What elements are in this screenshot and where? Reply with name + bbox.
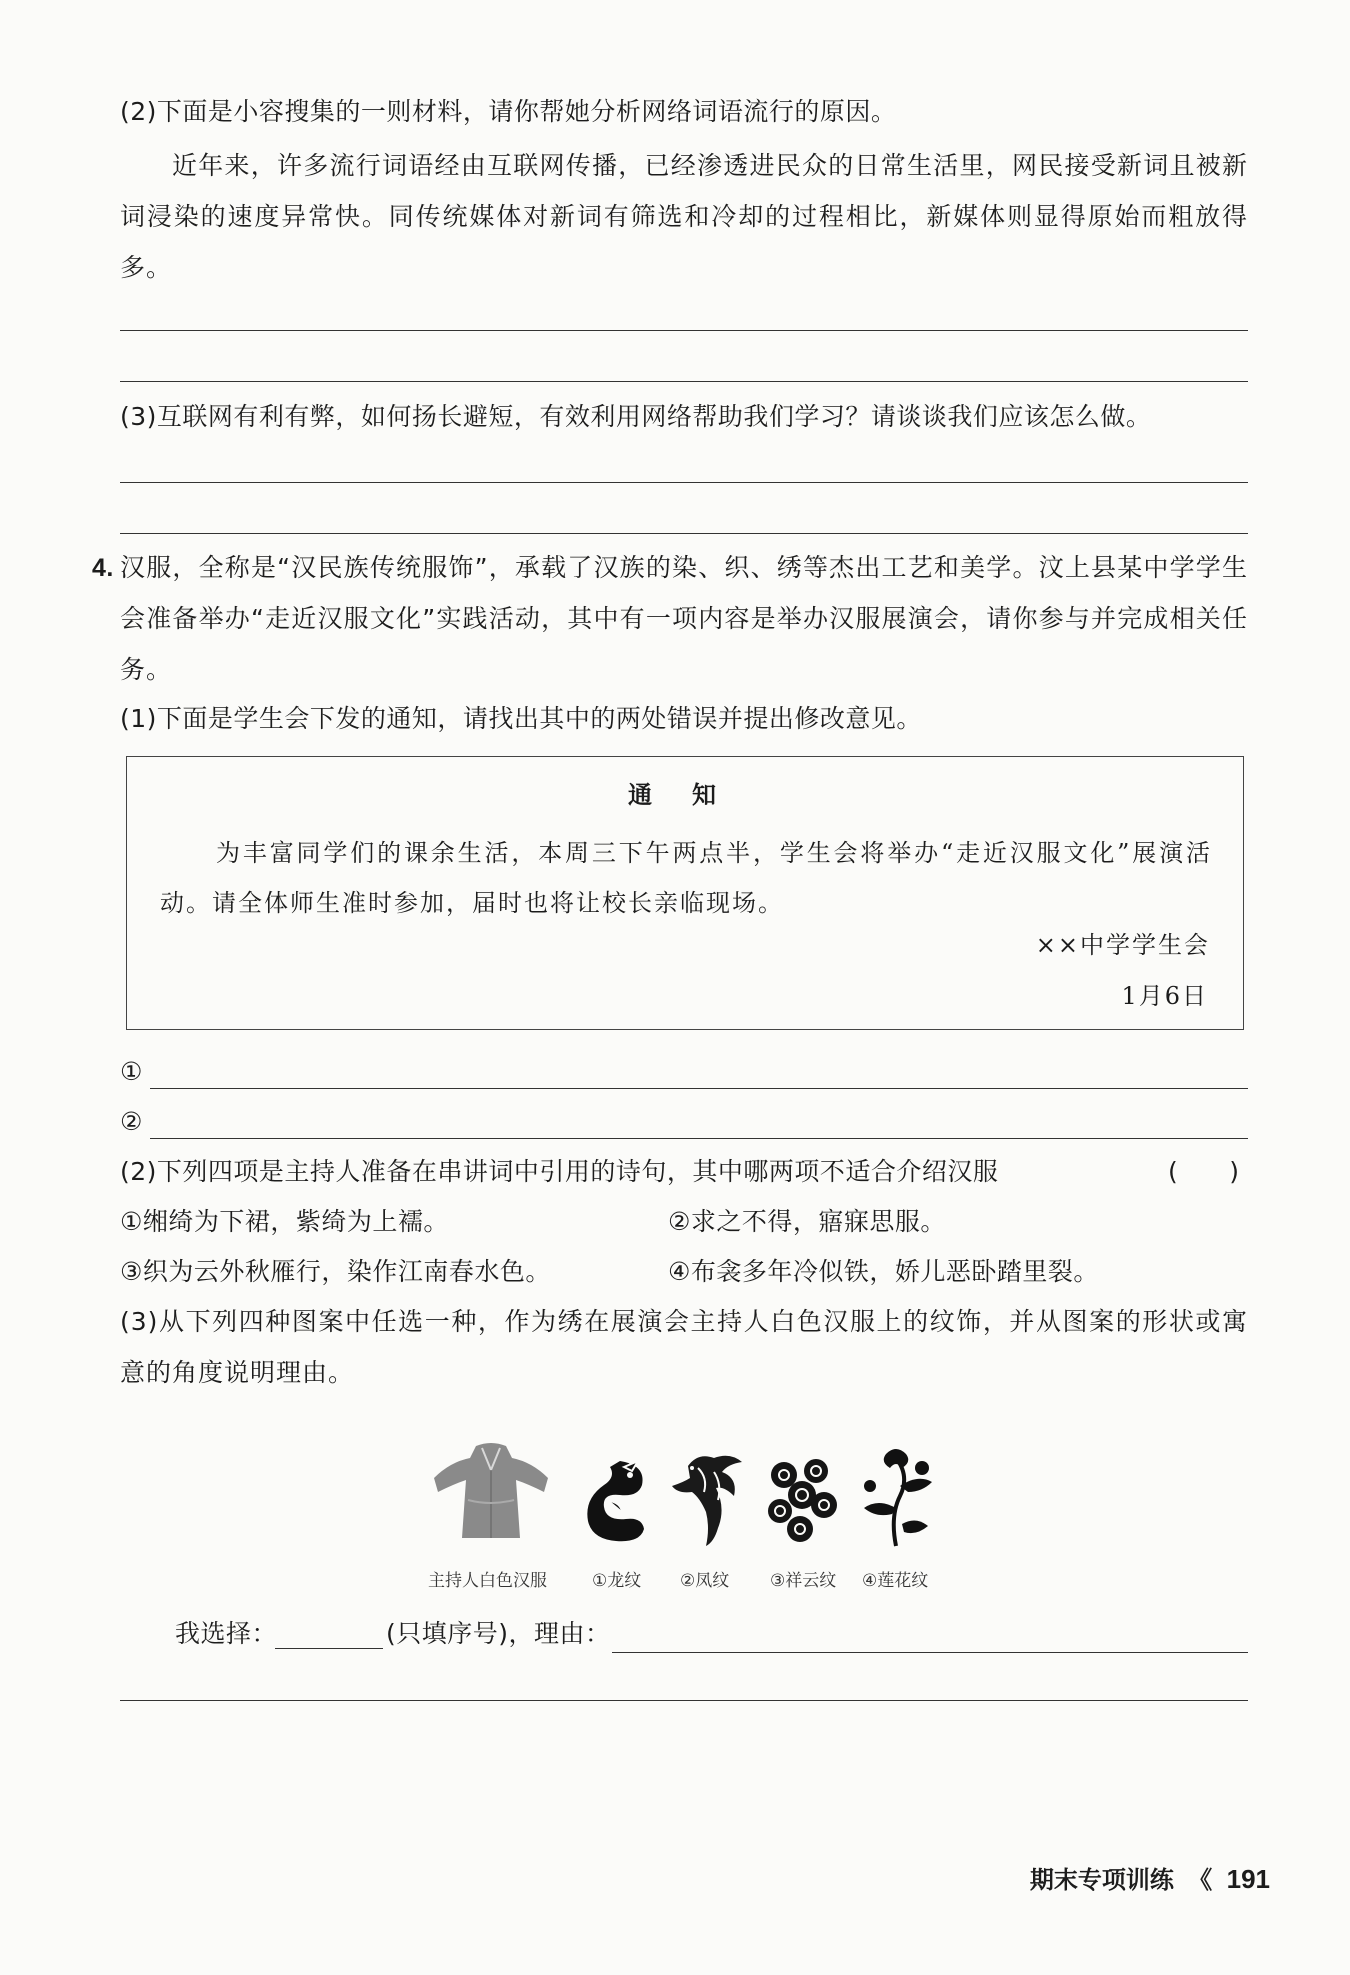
answer-line[interactable] xyxy=(120,330,1248,331)
answer-marker-1: ① xyxy=(120,1057,143,1086)
footer-chevron-icon: 《 xyxy=(1188,1866,1213,1894)
auspicious-cloud-pattern-icon xyxy=(764,1455,842,1547)
notice-signature: ××中学学生会 xyxy=(1035,931,1210,959)
page-footer xyxy=(1030,1860,1270,1895)
caption-hanfu: 主持人白色汉服 xyxy=(428,1571,547,1591)
answer-line[interactable] xyxy=(120,482,1248,483)
choice-blank[interactable] xyxy=(275,1648,383,1649)
q3-2-prompt: (2)下面是小容搜集的一则材料，请你帮她分析网络词语流行的原因。 xyxy=(120,97,897,126)
reason-line-2[interactable] xyxy=(120,1700,1248,1701)
caption-lotus: ④莲花纹 xyxy=(862,1571,929,1591)
choose-label: 我选择： xyxy=(175,1619,278,1648)
caption-dragon: ①龙纹 xyxy=(592,1571,642,1591)
q4-sub1-prompt: (1)下面是学生会下发的通知，请找出其中的两处错误并提出修改意见。 xyxy=(120,704,922,733)
notice-body: 为丰富同学们的课余生活，本周三下午两点半，学生会将举办“走近汉服文化”展演活动。请全体师生准时参加，届时也将让校长亲临现场。 xyxy=(160,839,1212,917)
phoenix-pattern-icon xyxy=(668,1448,750,1548)
answer-line[interactable] xyxy=(120,533,1248,534)
caption-cloud: ③祥云纹 xyxy=(770,1571,837,1591)
answer-line-2[interactable] xyxy=(150,1138,1248,1139)
q4-sub3-prompt: (3)从下列四种图案中任选一种，作为绣在展演会主持人白色汉服上的纹饰，并从图案的形状或寓意的角度说明理由。 xyxy=(120,1307,1248,1387)
q4-intro: 汉服，全称是“汉民族传统服饰”，承载了汉族的染、织、绣等杰出工艺和美学。汶上县某中学学生会准备举办“走近汉服文化”实践活动，其中有一项内容是举办汉服展演会，请你参与并完成相关任务。 xyxy=(120,553,1248,684)
notice-date: 1月6日 xyxy=(1121,982,1208,1010)
choose-hint: (只填序号)，理由： xyxy=(386,1619,611,1648)
option-2: ②求之不得，寤寐思服。 xyxy=(668,1207,946,1236)
option-4: ④布衾多年冷似铁，娇儿恶卧踏里裂。 xyxy=(668,1257,1099,1286)
hanfu-robe-image xyxy=(432,1440,550,1540)
answer-marker-2: ② xyxy=(120,1107,143,1136)
caption-phoenix: ②凤纹 xyxy=(680,1571,730,1591)
lotus-pattern-icon xyxy=(856,1446,938,1550)
reason-line[interactable] xyxy=(612,1652,1248,1653)
question-number: 4. xyxy=(92,554,114,582)
option-3: ③织为云外秋雁行，染作江南春水色。 xyxy=(120,1257,551,1286)
answer-bracket[interactable]: ( ) xyxy=(1168,1157,1240,1186)
q4-sub2-prompt: (2)下列四项是主持人准备在串讲词中引用的诗句，其中哪两项不适合介绍汉服 xyxy=(120,1157,999,1186)
q3-3-prompt: (3)互联网有利有弊，如何扬长避短，有效利用网络帮助我们学习？请谈谈我们应该怎么做。 xyxy=(120,402,1152,431)
page-number: 191 xyxy=(1226,1864,1270,1894)
q3-2-material: 近年来，许多流行词语经由互联网传播，已经渗透进民众的日常生活里，网民接受新词且被新词浸染的速度异常快。同传统媒体对新词有筛选和冷却的过程相比，新媒体则显得原始而粗放得多。 xyxy=(120,151,1248,282)
notice-title: 通 知 xyxy=(628,780,724,809)
option-1: ①缃绮为下裙，紫绮为上襦。 xyxy=(120,1207,449,1236)
dragon-pattern-icon xyxy=(580,1455,656,1545)
answer-line-1[interactable] xyxy=(150,1088,1248,1089)
footer-section-title: 期末专项训练 xyxy=(1029,1866,1174,1894)
answer-line[interactable] xyxy=(120,381,1248,382)
